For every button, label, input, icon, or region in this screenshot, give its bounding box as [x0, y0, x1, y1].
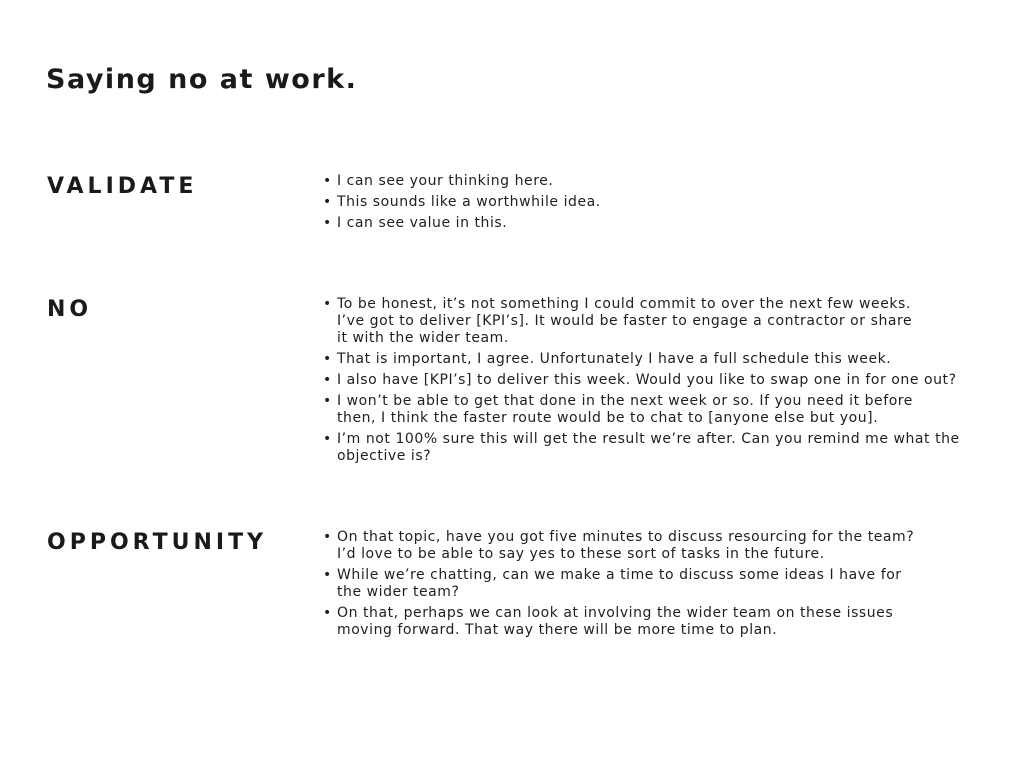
section-heading-opportunity: OPPORTUNITY — [47, 530, 268, 555]
page-title: Saying no at work. — [46, 64, 358, 95]
list-item-text: I’m not 100% sure this will get the result we’re after. Can you remind me what the objective is? — [337, 431, 960, 464]
bullet-icon: • — [323, 296, 332, 312]
bullet-icon: • — [323, 372, 332, 388]
list-item-text: On that topic, have you got five minutes to discuss resourcing for the team? I’d love to be able to say yes to these sort of tasks in the future. — [337, 529, 915, 562]
bullet-icon: • — [323, 194, 332, 210]
bullet-icon: • — [323, 431, 332, 447]
list-item — [323, 296, 1003, 347]
list-item-text: I can see value in this. — [337, 215, 508, 231]
list-item — [323, 431, 1003, 465]
no-bullet-list — [323, 296, 1003, 469]
list-item-text: To be honest, it’s not something I could commit to over the next few weeks. I’ve got to deliver [KPI’s]. It would be faster to engage a contractor or share it with the wider team. — [337, 296, 913, 346]
list-item-text: I can see your thinking here. — [337, 173, 554, 189]
list-item-text: I won’t be able to get that done in the next week or so. If you need it before then, I think the faster route would be to chat to [anyone else but you]. — [337, 393, 913, 426]
section-heading-validate: VALIDATE — [47, 174, 198, 199]
section-heading-no: NO — [47, 297, 93, 322]
list-item-text: That is important, I agree. Unfortunately I have a full schedule this week. — [337, 351, 892, 367]
list-item — [323, 567, 1003, 601]
list-item — [323, 372, 1003, 389]
list-item — [323, 393, 1003, 427]
bullet-icon: • — [323, 351, 332, 367]
bullet-icon: • — [323, 605, 332, 621]
list-item-text: On that, perhaps we can look at involving the wider team on these issues moving forward. That way there will be more time to plan. — [337, 605, 894, 638]
list-item-text: This sounds like a worthwhile idea. — [337, 194, 601, 210]
list-item — [323, 605, 1003, 639]
bullet-icon: • — [323, 529, 332, 545]
list-item-text: I also have [KPI’s] to deliver this week. Would you like to swap one in for one out? — [337, 372, 957, 388]
list-item — [323, 194, 1003, 211]
list-item — [323, 529, 1003, 563]
bullet-icon: • — [323, 173, 332, 189]
list-item-text: While we’re chatting, can we make a time to discuss some ideas I have for the wider team? — [337, 567, 902, 600]
bullet-icon: • — [323, 393, 332, 409]
bullet-icon: • — [323, 215, 332, 231]
bullet-icon: • — [323, 567, 332, 583]
list-item — [323, 215, 1003, 232]
validate-bullet-list — [323, 173, 1003, 236]
list-item — [323, 173, 1003, 190]
list-item — [323, 351, 1003, 368]
opportunity-bullet-list — [323, 529, 1003, 643]
